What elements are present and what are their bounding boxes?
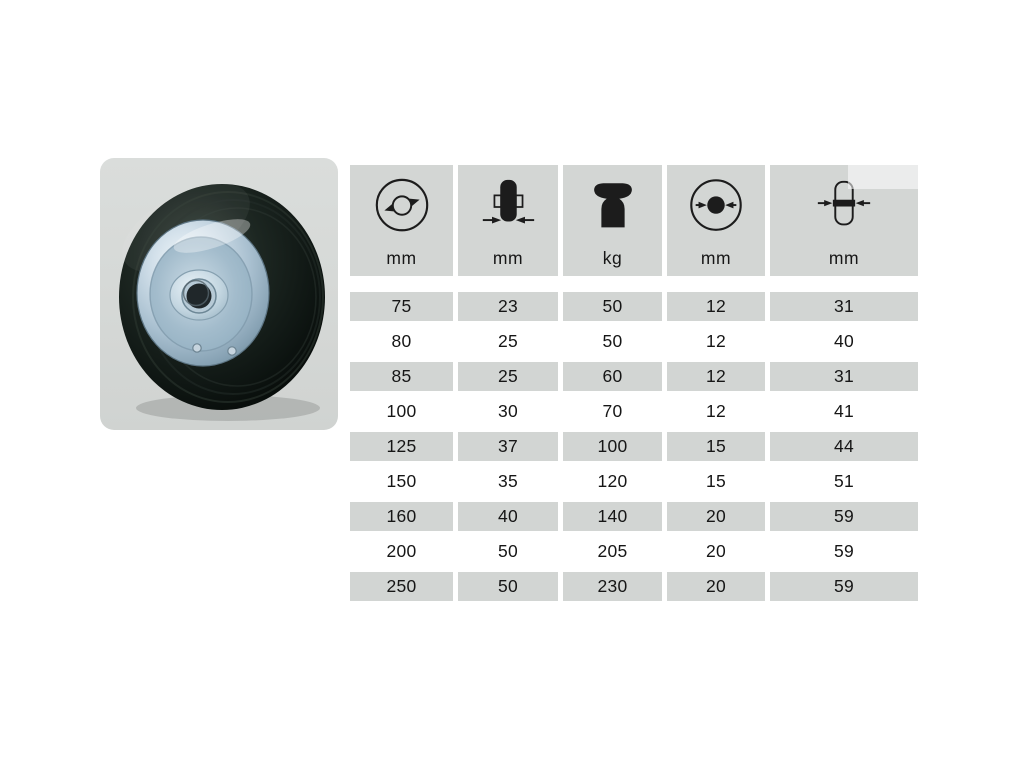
table-row	[350, 499, 918, 534]
table-cell: 100	[563, 432, 662, 461]
unit-label: kg	[602, 247, 623, 268]
table-cell: 51	[833, 471, 855, 491]
table-cell: 59	[833, 541, 855, 561]
table-cell: 250	[350, 572, 453, 601]
header-cell-load-capacity	[563, 165, 662, 276]
unit-label: mm	[700, 247, 732, 268]
table-cell: 50	[458, 572, 558, 601]
table-row	[350, 289, 918, 324]
bore-diameter-icon	[667, 165, 765, 250]
table-row	[350, 534, 918, 569]
header-cell-wheel-width	[458, 165, 558, 276]
table-cell: 15	[667, 432, 765, 461]
table-cell: 41	[833, 401, 855, 421]
table-cell: 50	[497, 541, 519, 561]
table-cell: 150	[386, 471, 417, 491]
table-cell: 205	[597, 541, 628, 561]
table-cell: 75	[350, 292, 453, 321]
wheel-image	[100, 158, 338, 430]
table-cell: 20	[705, 541, 727, 561]
table-cell: 25	[458, 362, 558, 391]
table-cell: 100	[386, 401, 417, 421]
table-cell: 35	[497, 471, 519, 491]
unit-label: mm	[828, 247, 860, 268]
table-row	[350, 569, 918, 604]
table-cell: 40	[458, 502, 558, 531]
unit-label: mm	[386, 247, 417, 268]
table-row	[350, 429, 918, 464]
table-cell: 60	[563, 362, 662, 391]
table-cell: 20	[667, 502, 765, 531]
table-cell: 20	[667, 572, 765, 601]
table-cell: 44	[770, 432, 918, 461]
header-cell-hub-length	[770, 165, 918, 276]
table-header	[350, 165, 918, 276]
hub-length-icon	[770, 165, 918, 250]
table-cell: 200	[386, 541, 417, 561]
table-cell: 23	[458, 292, 558, 321]
table-row	[350, 324, 918, 359]
wheel-width-icon	[458, 165, 558, 250]
load-weight-icon	[563, 165, 662, 250]
table-cell: 140	[563, 502, 662, 531]
spec-table	[350, 165, 918, 604]
table-cell: 37	[458, 432, 558, 461]
table-cell: 120	[597, 471, 628, 491]
table-cell: 31	[770, 292, 918, 321]
table-cell: 25	[497, 331, 519, 351]
table-cell: 70	[602, 401, 623, 421]
table-cell: 125	[350, 432, 453, 461]
table-cell: 59	[770, 502, 918, 531]
table-cell: 12	[705, 331, 727, 351]
table-row	[350, 464, 918, 499]
wheel-diameter-icon	[350, 165, 453, 250]
table-cell: 31	[770, 362, 918, 391]
header-cell-bore-diameter	[667, 165, 765, 276]
table-cell: 12	[705, 401, 727, 421]
table-cell: 40	[833, 331, 855, 351]
table-cell: 15	[705, 471, 727, 491]
table-cell: 230	[563, 572, 662, 601]
table-cell: 160	[350, 502, 453, 531]
table-cell: 59	[770, 572, 918, 601]
header-cell-wheel-diameter	[350, 165, 453, 276]
table-cell: 85	[350, 362, 453, 391]
unit-label: mm	[492, 247, 524, 268]
table-cell: 50	[563, 292, 662, 321]
table-cell: 50	[602, 331, 623, 351]
table-row	[350, 394, 918, 429]
table-row	[350, 359, 918, 394]
table-cell: 30	[497, 401, 519, 421]
table-cell: 12	[667, 362, 765, 391]
product-photo	[100, 158, 338, 430]
table-rows	[350, 289, 918, 604]
table-cell: 12	[667, 292, 765, 321]
table-cell: 80	[391, 331, 412, 351]
